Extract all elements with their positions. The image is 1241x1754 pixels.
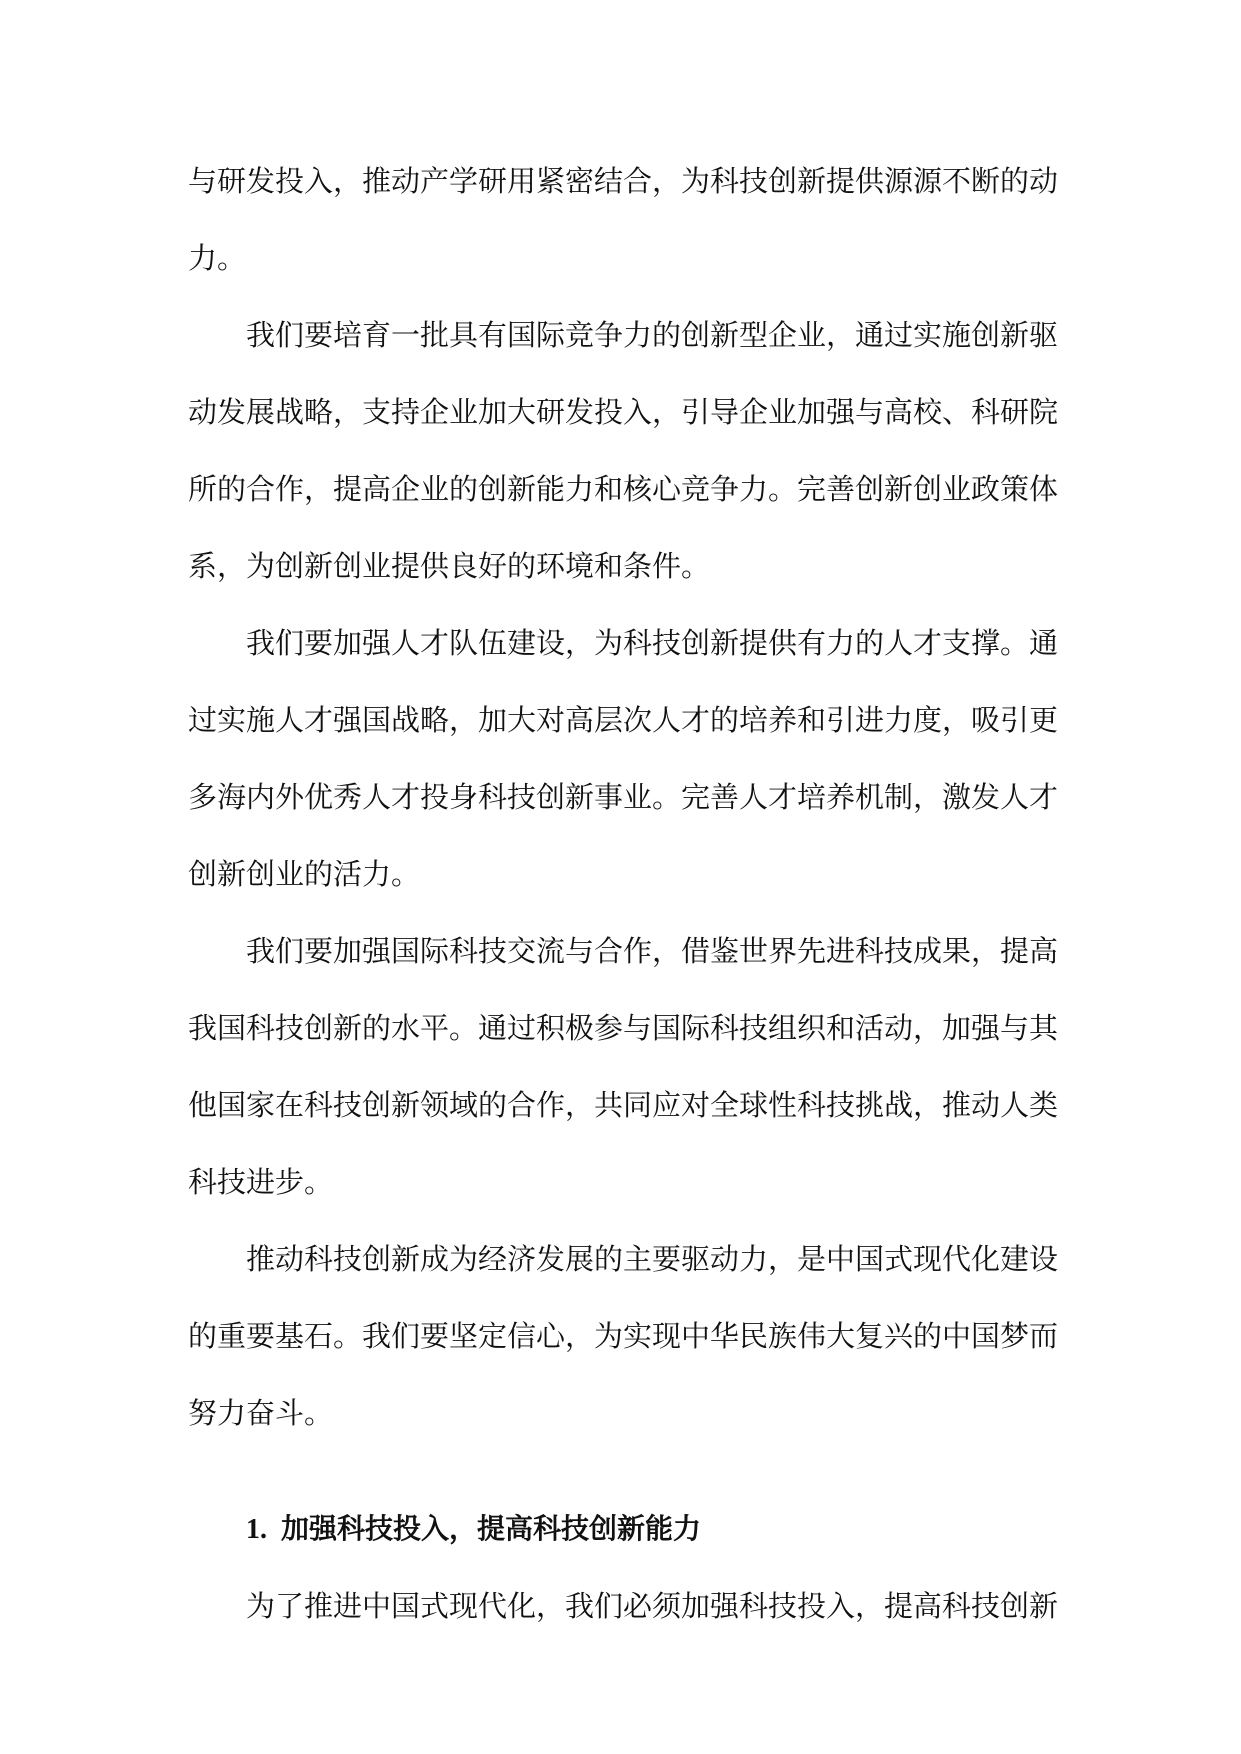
paragraph-section-intro: 为了推进中国式现代化，我们必须加强科技投入，提高科技创新 (246, 1589, 1059, 1623)
section-title: 加强科技投入，提高科技创新能力 (281, 1512, 702, 1545)
paragraph-continuation: 与研发投入，推动产学研用紧密结合，为科技创新提供源源不断的动力。 (188, 164, 1059, 275)
section-heading (188, 1490, 1058, 1568)
paragraph-talent-team: 我们要加强人才队伍建设，为科技创新提供有力的人才支撑。通过实施人才强国战略，加大对高层次人才的培养和引进力度，吸引更多海内外优秀人才投身科技创新事业。完善人才培养机制，激发人才创新创业的活力。 (188, 626, 1059, 891)
paragraph-innovative-enterprises: 我们要培育一批具有国际竞争力的创新型企业，通过实施创新驱动发展战略，支持企业加大研发投入，引导企业加强与高校、科研院所的合作，提高企业的创新能力和核心竞争力。完善创新创业政策体系，为创新创业提供良好的环境和条件。 (188, 318, 1059, 583)
document-body (188, 143, 1058, 1645)
section-number: 1. (246, 1514, 267, 1545)
paragraph-international-cooperation: 我们要加强国际科技交流与合作，借鉴世界先进科技成果，提高我国科技创新的水平。通过积极参与国际科技组织和活动，加强与其他国家在科技创新领域的合作，共同应对全球性科技挑战，推动人类科技进步。 (188, 934, 1059, 1199)
paragraph-conclusion: 推动科技创新成为经济发展的主要驱动力，是中国式现代化建设的重要基石。我们要坚定信心，为实现中华民族伟大复兴的中国梦而努力奋斗。 (188, 1242, 1059, 1430)
